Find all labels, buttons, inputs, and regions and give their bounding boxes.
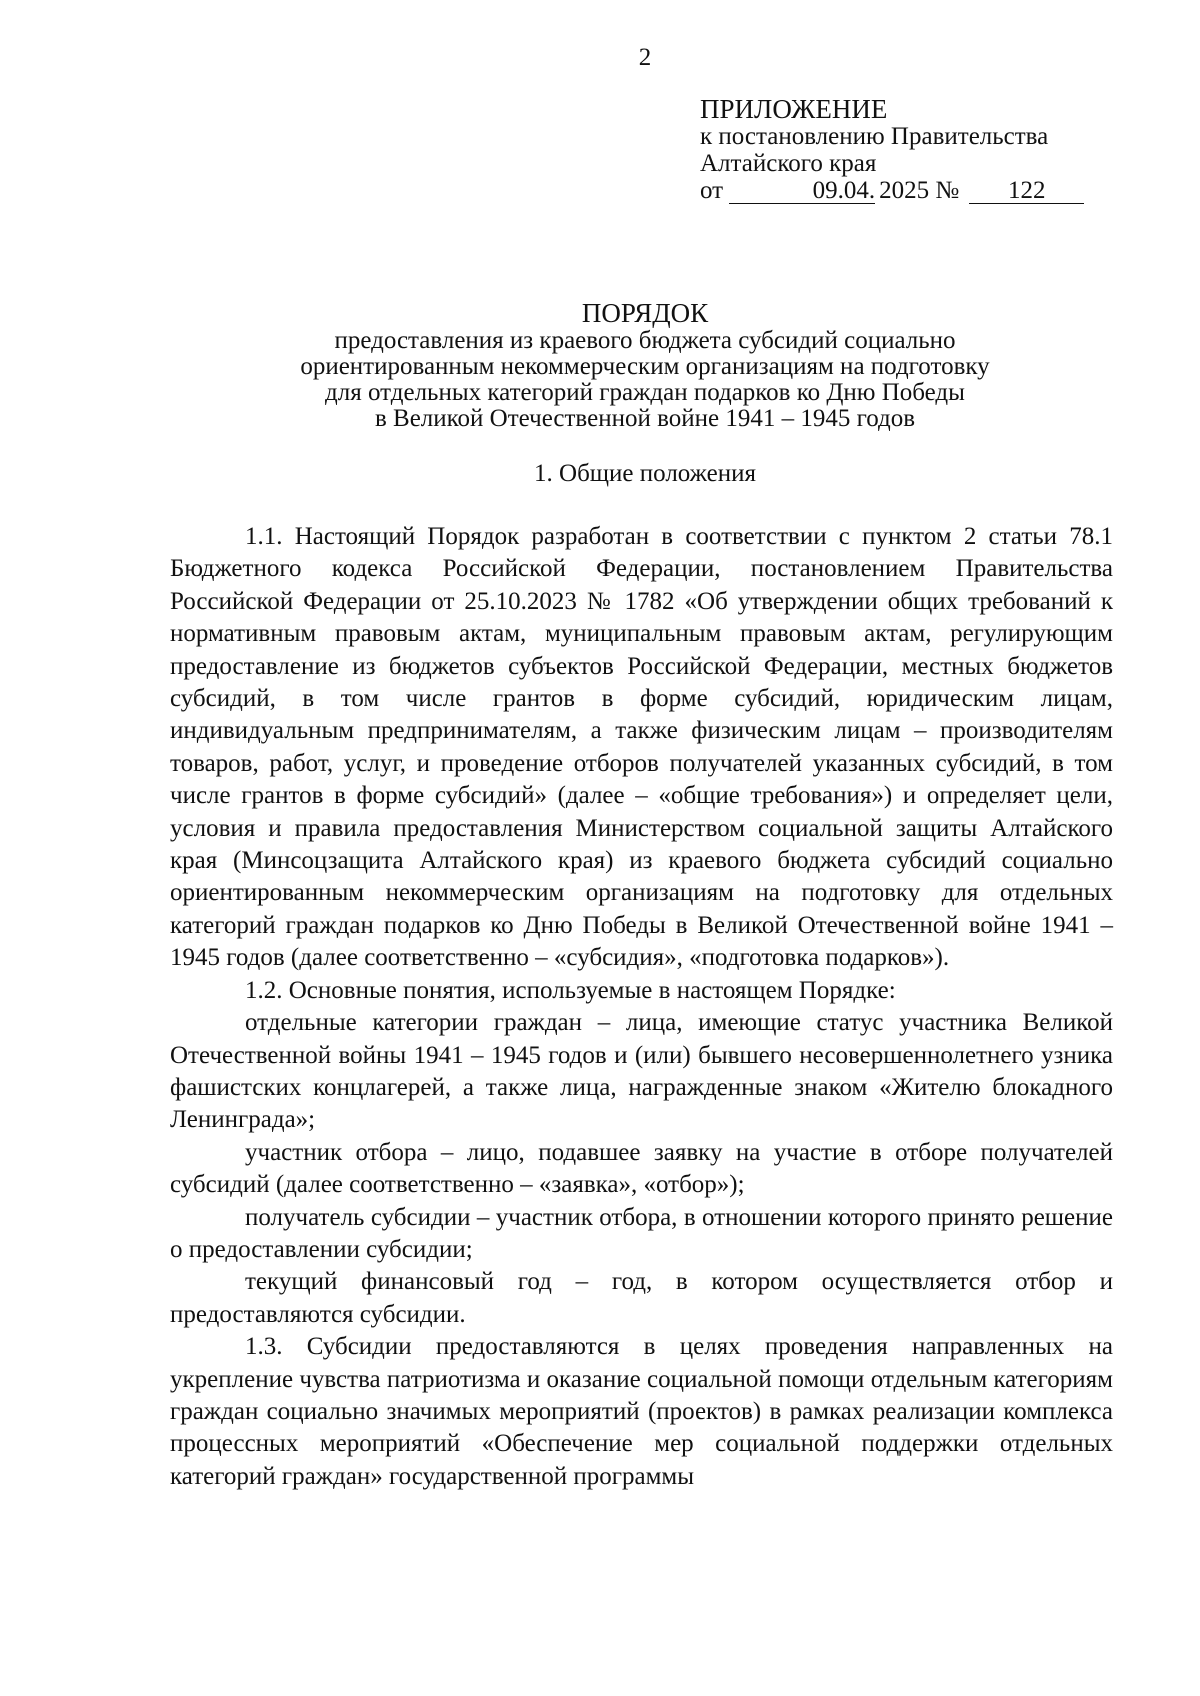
definition-paragraph: получатель субсидии – участник отбора, в отношении которого принято решение о предоставлении субсидии; [170, 1203, 1113, 1263]
document-subtitle-line: в Великой Отечественной войне 1941 – 1945 годов [374, 405, 915, 432]
document-subtitle-line: предоставления из краевого бюджета субсидий социально [334, 327, 956, 354]
appendix-line-2: Алтайского края [700, 150, 877, 177]
appendix-signature-line [700, 177, 1140, 204]
section-title: 1. Общие положения [534, 460, 756, 487]
decree-number: 122 [969, 178, 1084, 204]
decree-date: 09.04. [729, 178, 875, 204]
decree-year: 2025 № [879, 177, 960, 204]
paragraph-1-2: 1.2. Основные понятия, используемые в настоящем Порядке: [245, 976, 896, 1004]
document-subtitle-line: для отдельных категорий граждан подарков ко Дню Победы [325, 379, 965, 406]
document-title: ПОРЯДОК [581, 298, 709, 328]
appendix-block [700, 96, 1140, 204]
page-number: 2 [638, 44, 652, 71]
appendix-title: ПРИЛОЖЕНИЕ [700, 94, 888, 124]
from-label: от [700, 177, 724, 204]
document-heading [170, 298, 1120, 432]
body-text [170, 521, 1113, 1493]
paragraph-1-1: 1.1. Настоящий Порядок разработан в соответствии с пунктом 2 статьи 78.1 Бюджетного кодекса Российской Федерации, постановлением Правительства Российской Федерации от 25.10.2023 № 1782 «Об утверждении общих требований к нормативным правовым актам, муниципальным правовым актам, регулирующим предоставление из бюджетов субъектов Российской Федерации, местных бюджетов субсидий, в том числе грантов в форме субсидий, юридическим лицам, индивидуальным предпринимателям, а также физическим лицам – производителям товаров, работ, услуг, и проведение отборов получателей указанных субсидий, в том числе грантов в форме субсидий» (далее – «общие требования») и определяет цели, условия и правила предоставления Министерством социальной защиты Алтайского края (Минсоцзащита Алтайского края) из краевого бюджета субсидий социально ориентированным некоммерческим организациям на подготовку для отдельных категорий граждан подарков ко Дню Победы в Великой Отечественной войне 1941 – 1945 годов (далее соответственно – «субсидия», «подготовка подарков»). [170, 523, 1113, 972]
definition-paragraph: текущий финансовый год – год, в котором осуществляется отбор и предоставляются субсидии. [170, 1268, 1113, 1328]
definition-paragraph: отдельные категории граждан – лица, имеющие статус участника Великой Отечественной войны 1941 – 1945 годов и (или) бывшего несовершеннолетнего узника фашистских концлагерей, а также лица, награжденные знаком «Жителю блокадного Ленинграда»; [170, 1009, 1113, 1134]
paragraph-1-3: 1.3. Субсидии предоставляются в целях проведения направленных на укрепление чувства патриотизма и оказание социальной помощи отдельным категориям граждан социально значимых мероприятий (проектов) в рамках реализации комплекса процессных мероприятий «Обеспечение мер социальной поддержки отдельных категорий граждан» государственной программы [170, 1333, 1113, 1490]
definition-paragraph: участник отбора – лицо, подавшее заявку на участие в отборе получателей субсидий (далее соответственно – «заявка», «отбор»); [170, 1138, 1113, 1199]
document-subtitle-line: ориентированным некоммерческим организациям на подготовку [300, 353, 990, 380]
appendix-line-1: к постановлению Правительства [700, 123, 1049, 150]
